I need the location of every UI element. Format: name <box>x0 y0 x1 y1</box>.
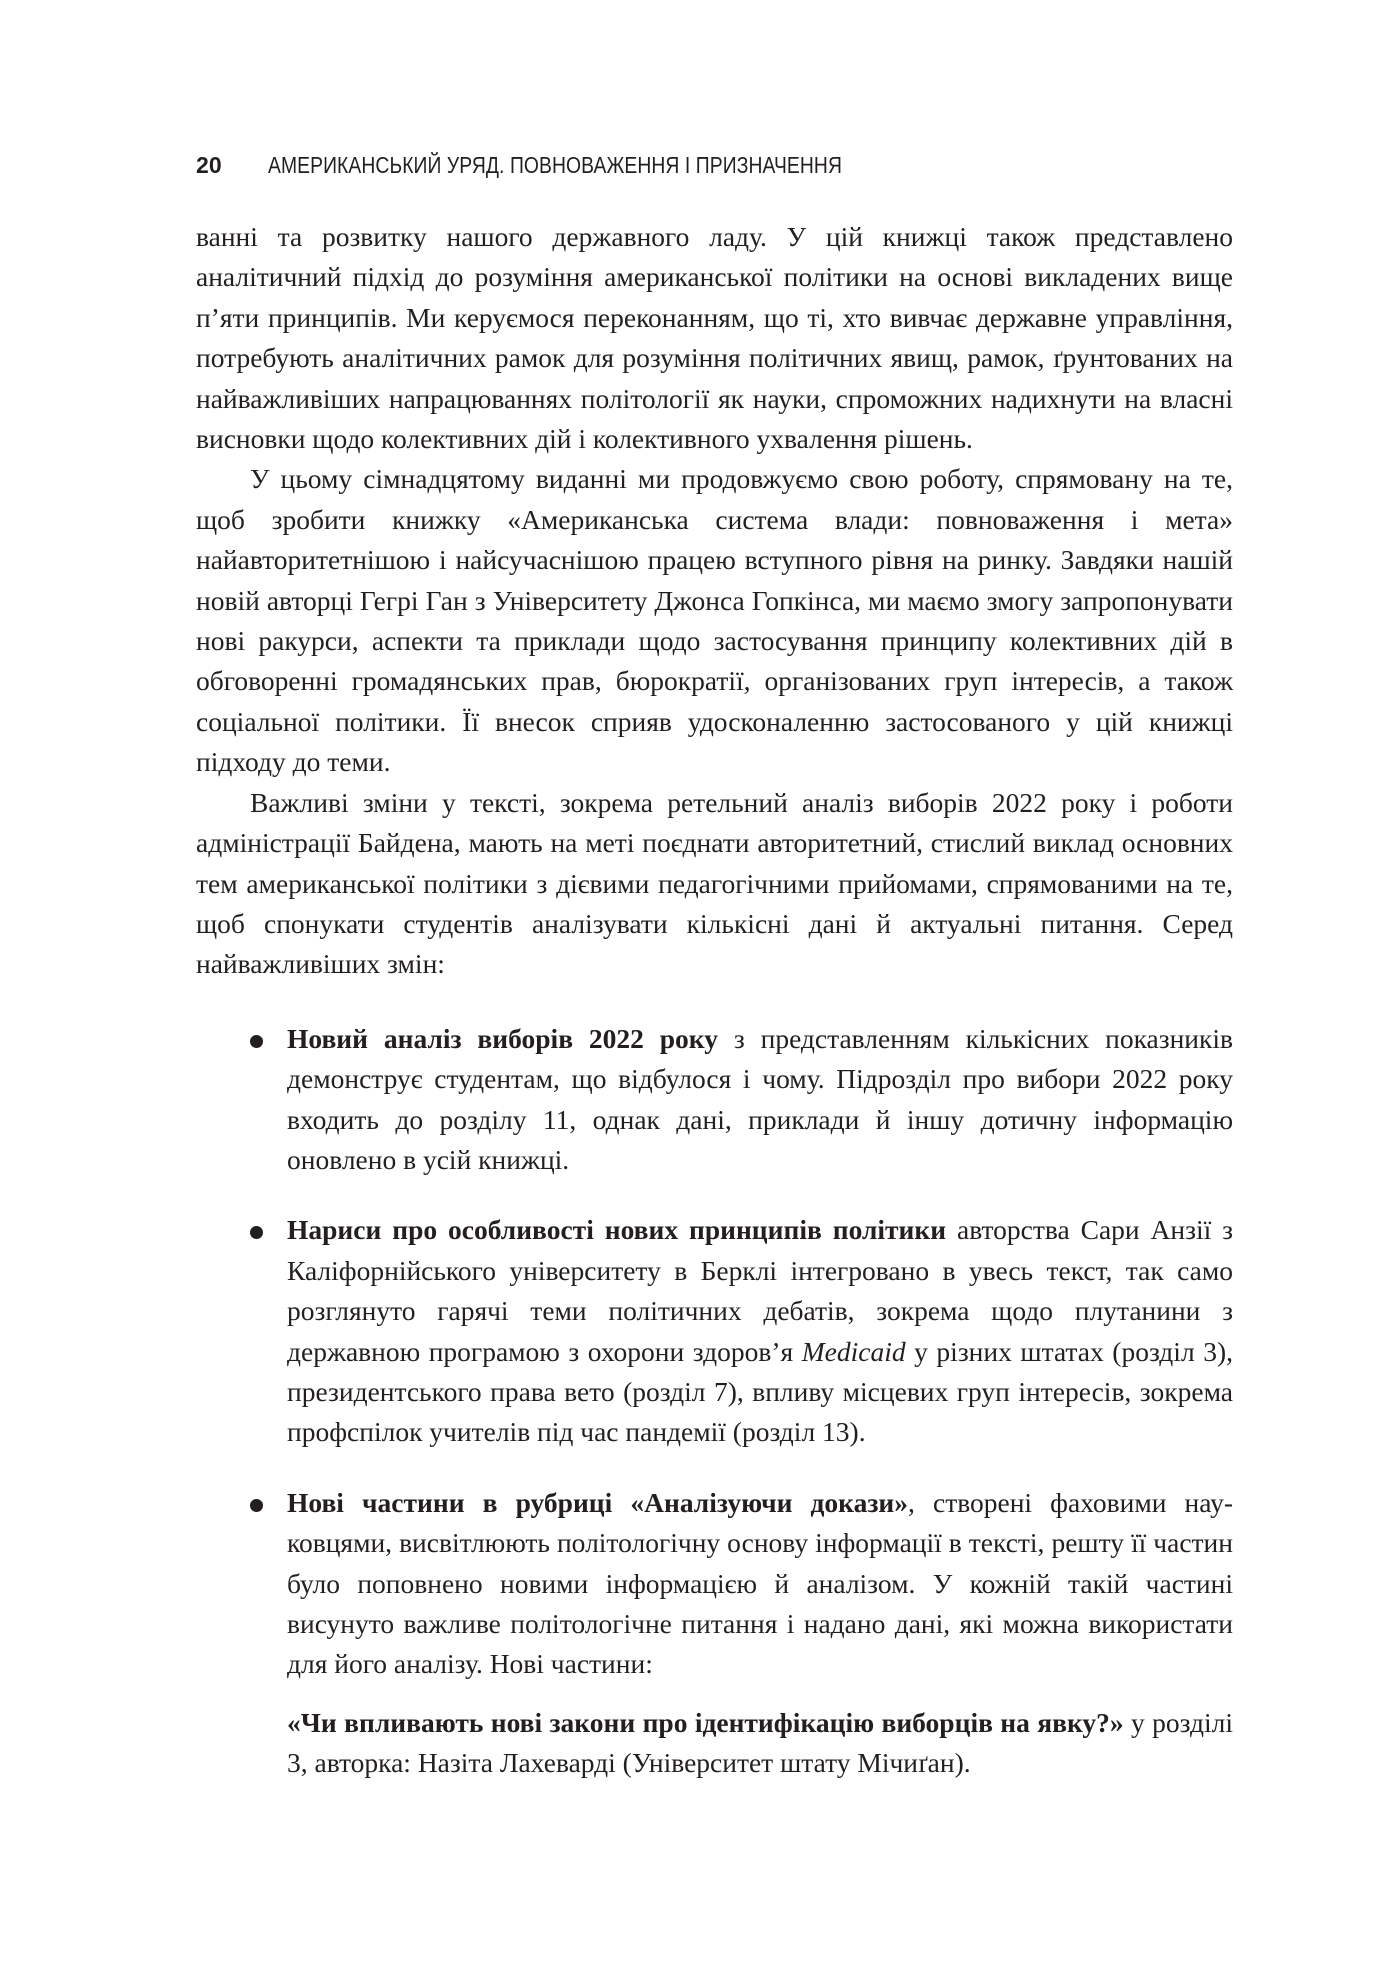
paragraph: Важливі зміни у тексті, зокрема ретельний аналіз виборів 2022 року і роботи адміністрації Байдена, мають на меті поєднати авторитетний, стислий виклад основних тем американської політики з дієвими педагогічними прийомами, спрямованими на те, щоб спонукати студентів аналізувати кількісні дані й актуальні питання. Серед найважливіших змін: <box>196 786 1233 980</box>
list-item-lead: Новий аналіз виборів 2022 року <box>287 1022 719 1054</box>
sub-entry-title: «Чи впливають нові закони про ідентифікацію виборців на явку?» <box>287 1706 1124 1738</box>
running-title: АМЕРИКАНСЬКИЙ УРЯД. ПОВНОВАЖЕННЯ І ПРИЗНАЧЕННЯ <box>268 152 843 178</box>
sub-entry <box>287 1703 1233 1784</box>
page-number: 20 <box>196 152 222 178</box>
list-item-text: у різних штатах (розділ 3), президентського права вето (розділ 7), впливу місцевих груп інтересів, зокрема профспілок учителів під час пандемії (розділ 13). <box>287 1335 1233 1448</box>
list-item-italic: Medicaid <box>801 1335 906 1367</box>
changes-list <box>196 1019 1233 1784</box>
body-text <box>196 217 1233 1784</box>
list-item <box>196 1483 1233 1784</box>
list-item-lead: Нові частини в рубриці «Аналізуючи докази» <box>287 1486 909 1518</box>
paragraph: У цьому сімнадцятому виданні ми продовжуємо свою роботу, спрямовану на те, щоб зробити книжку «Американська система влади: повноваження і мета» найавторитетнішою і найсучаснішою працею вступного рівня на ринку. Завдяки нашій новій авторці Гегрі Ган з Університету Джонса Гопкінса, ми маємо змогу запропонувати нові ракурси, аспекти та приклади щодо застосування принципу колективних дій в обговоренні громадянських прав, бюрократії, організованих груп інтересів, а також соціальної політики. Її внесок сприяв удосконаленню застосованого у цій книжці підходу до теми. <box>196 463 1233 778</box>
list-item-lead: Нариси про особливості нових принципів політики <box>287 1214 947 1246</box>
list-item-text: авторства Сари Анзії з Каліфорнійського університету в Берклі інтегровано в увесь текст, так само розглянуто гарячі теми політичних дебатів, зокрема щодо плутанини з державною програмою з охорони здоров’я <box>287 1214 1234 1367</box>
list-item <box>196 1019 1233 1181</box>
paragraph-continued: ванні та розвитку нашого державного ладу. У цій книжці також представлено аналітичний підхід до розуміння американської політики на основі викладених вище п’яти принципів. Ми керуємося переконанням, що ті, хто вивчає державне управління, потребують аналітичних рамок для розуміння політичних явищ, рамок, ґрунтованих на найважливіших напрацюваннях політології як науки, спроможних надихнути на власні висновки щодо колективних дій і колективного ухвалення рішень. <box>196 221 1233 455</box>
bullet-icon <box>250 1226 263 1239</box>
bullet-icon <box>250 1035 263 1048</box>
list-item <box>196 1210 1233 1452</box>
running-head <box>196 150 1246 180</box>
list-item-text: з представленням кількісних показників демонструє студентам, що відбулося і чому. Підрозділ про вибори 2022 року входить до розділу 11, однак дані, приклади й іншу дотичну інформацію оновлено в усій книжці. <box>287 1022 1233 1175</box>
list-item-text: , створені фаховими науковцями, висвітлюють політологічну основу інформації в тексті, решту її частин було поповнено новими інформацією й аналізом. У кожній такій частині висунуто важливе політологічне питання і надано дані, які можна використати для його аналізу. Нові частини: <box>287 1486 1233 1680</box>
sub-entry-text: у розділі 3, авторка: Назіта Лахеварді (Університет штату Мічиґан). <box>287 1706 1233 1779</box>
bullet-icon <box>250 1499 263 1512</box>
